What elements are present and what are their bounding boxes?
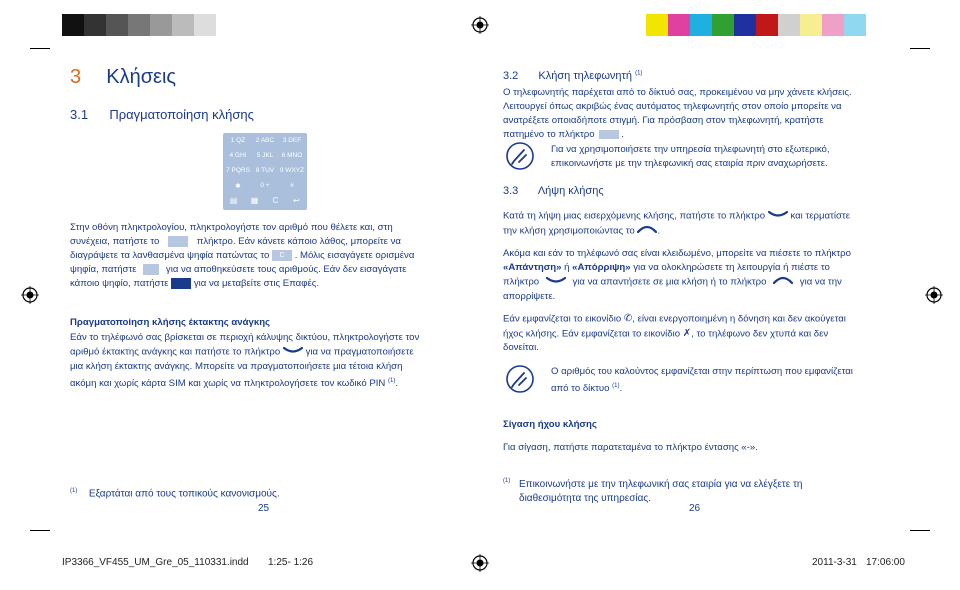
keypad-key: 7 PQRS <box>226 167 250 174</box>
keypad-key: # <box>290 182 294 189</box>
text-line: Ο αριθμός του καλούντος εμφανίζεται στην περίπτωση που εμφανίζεται <box>551 366 853 377</box>
text-line: και τερματίστε <box>790 210 850 222</box>
text-line: αριθμό έκτακτης ανάγκης και πατήστε το πλήκτρο <box>70 346 281 358</box>
footnote-line: διαθεσιμότητα της υπηρεσίας. <box>519 493 652 504</box>
end-key-icon <box>637 224 657 238</box>
end-key-icon <box>773 275 793 289</box>
receive-paragraph-2 <box>503 247 893 304</box>
text-line: Εάν εμφανίζεται το εικονίδιο <box>503 313 622 325</box>
crop-mark <box>910 48 930 49</box>
text-line: πλήκτρο. Εάν κάνετε κάποιο λάθος, μπορείτε να <box>196 236 401 247</box>
send-key-icon <box>768 209 788 223</box>
section-title: Πραγματοποίηση κλήσης <box>109 107 254 122</box>
footnote-line: Επικοινωνήστε με την τηλεφωνική σας εταιρία για να ελέγξετε τη <box>519 479 803 490</box>
gray-swatch <box>150 14 172 36</box>
page-number: 26 <box>689 503 701 514</box>
keypad-key: 4 GHI <box>229 152 247 159</box>
crop-mark <box>910 530 930 531</box>
reject-label: «Απόρριψη» <box>572 262 631 273</box>
slug-filename: IP3366_VF455_UM_Gre_05_110331.indd <box>62 557 249 568</box>
registration-mark-icon <box>21 286 39 304</box>
text-line: δονείται. <box>503 342 539 354</box>
gray-swatch <box>106 14 128 36</box>
registration-mark-icon <box>471 554 489 572</box>
color-swatch <box>822 14 844 36</box>
crop-mark <box>30 48 50 49</box>
silence-text: Για σίγαση, πατήστε παρατεταμένα το πλήκτρο έντασης «-». <box>503 442 758 453</box>
text-line: . <box>621 129 624 140</box>
keypad-key: 1 QZ <box>230 137 246 144</box>
gray-swatch <box>128 14 150 36</box>
text-line: ή <box>561 262 573 273</box>
text-line: για να την <box>799 276 842 288</box>
text-line: . <box>619 383 623 395</box>
tip-text <box>551 143 896 171</box>
footnote <box>70 488 280 499</box>
chapter-title: Κλήσεις <box>106 66 177 88</box>
keypad-key: ▤ <box>229 196 238 205</box>
answer-label: «Απάντηση» <box>503 262 562 273</box>
section-heading <box>70 107 254 122</box>
section-number: 3.3 <box>503 185 519 197</box>
keypad-key: ✱ <box>235 183 241 190</box>
section-title: Λήψη κλήσης <box>537 185 604 197</box>
text-line: Ο τηλεφωνητής παρέχεται από το δίκτυό σας, προκειμένου να μην χάνετε κλήσεις. <box>503 87 852 98</box>
color-swatch <box>778 14 800 36</box>
text-line: . Μόλις εισαγάγετε ορισμένα <box>294 250 415 261</box>
voicemail-paragraph <box>503 86 893 142</box>
page-number: 25 <box>258 503 270 514</box>
receive-paragraph-3 <box>503 312 893 355</box>
text-line: . <box>657 225 661 237</box>
keypad-key: 9 WXYZ <box>279 167 305 174</box>
keypad-key: 8 TUV <box>255 167 275 174</box>
keypad-illustration <box>223 133 307 210</box>
footnote-ref: (1) <box>635 70 643 77</box>
chapter-number: 3 <box>70 66 82 88</box>
call-key-icon <box>168 236 188 247</box>
color-swatch <box>712 14 734 36</box>
color-swatch <box>668 14 690 36</box>
slug-time: 17:06:00 <box>866 557 905 568</box>
save-key-icon <box>143 264 159 275</box>
text-line: Κατά τη λήψη μιας εισερχόμενης κλήσης, πατήστε το πλήκτρο <box>503 210 766 222</box>
silence-heading: Σίγαση ήχου κλήσης <box>503 419 597 430</box>
text-line: ανατρέξετε οποιαδήποτε στιγμή. Για πρόσβαση στον τηλεφωνητή, κρατήστε <box>503 115 824 126</box>
send-key-icon <box>546 275 566 289</box>
keypad-key: 6 MNO <box>281 152 303 159</box>
color-swatch <box>756 14 778 36</box>
color-swatch <box>800 14 822 36</box>
contacts-key-icon <box>171 278 191 289</box>
text-line: Ακόμα και εάν το τηλέφωνό σας είναι κλειδωμένο, μπορείτε να πιέσετε το πλήκτρο <box>503 248 851 259</box>
text-line: , είναι ενεργοποιημένη η δόνηση και δεν ακούγεται <box>632 313 846 325</box>
text-line: απορρίψετε. <box>503 290 556 302</box>
keypad-key: 0 + <box>260 182 270 189</box>
text-line: Λειτουργεί όπως ακριβώς ένας αυτόματος τηλεφωνητής στον οποίο μπορείτε να <box>503 101 842 112</box>
text-line: για να πραγματοποιήσετε <box>305 346 414 358</box>
gray-swatch <box>172 14 194 36</box>
tip-icon <box>505 141 535 176</box>
text-line: ψηφία, πατήστε <box>70 264 137 275</box>
text-line: . <box>395 377 399 389</box>
keypad-key: 5 JKL <box>256 152 274 159</box>
footnote <box>503 478 898 506</box>
text-line: για να αποθηκεύσετε τους αριθμούς. Εάν δεν εισαγάγατε <box>165 264 407 275</box>
text-line: για να ολοκληρώσετε τη λειτουργία ή πιέστε το <box>630 262 830 273</box>
text-line: την κλήση χρησιμοποιώντας το <box>503 225 635 237</box>
text-line: Στην οθόνη πληκτρολογίου, πληκτρολογήστε τον αριθμό που θέλετε και, στη <box>70 222 393 233</box>
keypad-key: ▦ <box>250 196 259 205</box>
voicemail-key-icon <box>599 130 619 139</box>
text-line: μια κλήση έκτακτης ανάγκης. Μπορείτε να πραγματοποιήσετε μια τέτοια κλήση <box>70 360 403 372</box>
text-line: Για να χρησιμοποιήσετε την υπηρεσία τηλεφωνητή στο εξωτερικό, <box>551 144 830 155</box>
section-number: 3.2 <box>503 70 519 82</box>
keypad-key: 2 ABC <box>255 137 275 144</box>
color-swatch <box>690 14 712 36</box>
chapter-heading <box>70 66 176 89</box>
text-line: διαγράψετε τα λανθασμένα ψηφία πατώντας το <box>70 250 270 261</box>
keypad-key: ↩ <box>293 196 300 205</box>
color-swatch <box>844 14 866 36</box>
text-line: ήχος κλήσης. Εάν εμφανίζεται το εικονίδιο <box>503 328 681 340</box>
text-line: για να απαντήσετε σε μια κλήση ή το πλήκτρο <box>572 276 767 288</box>
receive-paragraph-1 <box>503 209 893 238</box>
registration-mark-icon <box>925 286 943 304</box>
footnote-text: Εξαρτάται από τους τοπικούς κανονισμούς. <box>88 488 280 500</box>
text-line: πατημένο το πλήκτρο <box>503 129 595 140</box>
keypad-key: 3 DEF <box>282 137 302 144</box>
crop-mark <box>30 530 50 531</box>
tip-icon <box>505 364 535 399</box>
send-key-icon <box>283 345 303 359</box>
gray-swatch <box>194 14 216 36</box>
registration-mark-icon <box>471 16 489 34</box>
text-line: πλήκτρο <box>503 276 540 288</box>
section-heading <box>503 185 604 197</box>
clear-key-icon: C <box>272 250 292 261</box>
text-line: Εάν το τηλέφωνό σας βρίσκεται σε περιοχή κάλυψης δικτύου, πληκτρολογήστε τον <box>70 332 420 343</box>
gray-swatch <box>62 14 84 36</box>
tip-text <box>551 365 896 396</box>
text-line: επικοινωνήστε με την τηλεφωνική σας εταιρία πριν αναχωρήσετε. <box>551 158 828 169</box>
footnote-ref: (1) <box>612 383 620 389</box>
text-line: ακόμη και χωρίς κάρτα SIM και χωρίς να πληκτρολογήσετε τον κωδικό PIN <box>70 377 386 389</box>
text-line: για να μεταβείτε στις Επαφές. <box>193 278 320 289</box>
keypad-key: C <box>272 196 279 205</box>
text-line: , το τηλέφωνο δεν χτυπά και δεν <box>691 328 829 340</box>
emergency-paragraph <box>70 331 460 391</box>
color-swatch <box>734 14 756 36</box>
text-line: κάποιο ψηφίο, πατήστε <box>70 278 169 289</box>
section-heading <box>503 70 642 82</box>
color-swatch <box>646 14 668 36</box>
silent-icon: ✗ <box>682 327 692 339</box>
slug-pages: 1:25- 1:26 <box>268 557 314 568</box>
dialing-paragraph <box>70 221 460 291</box>
footnote-mark: (1) <box>503 478 511 484</box>
section-title: Κλήση τηλεφωνητή <box>538 70 633 82</box>
text-line: συνέχεια, πατήστε το <box>70 236 160 247</box>
slug-date: 2011-3-31 <box>812 557 857 568</box>
footnote-ref: (1) <box>388 377 396 384</box>
text-line: από το δίκτυο <box>551 383 610 395</box>
section-number: 3.1 <box>70 107 89 122</box>
gray-swatch <box>84 14 106 36</box>
vibrate-icon: ✆ <box>623 313 633 324</box>
footnote-mark: (1) <box>70 488 78 494</box>
emergency-heading: Πραγματοποίηση κλήσης έκτακτης ανάγκης <box>70 317 271 328</box>
